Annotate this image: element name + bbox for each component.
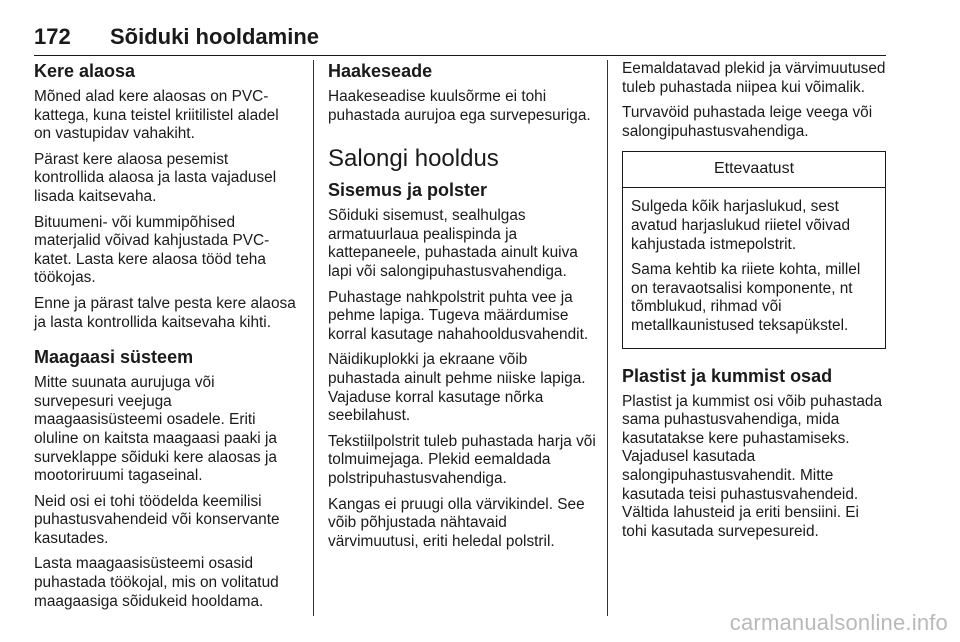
- caution-box: [622, 151, 886, 348]
- paragraph: Lasta maagaasisüsteemi osasid puhastada töökojal, mis on volitatud maagaasiga sõidukeid hooldama.: [34, 555, 279, 610]
- caution-body: [623, 188, 885, 347]
- paragraph: Mõned alad kere alaosas on PVC-kattega, kuna teistel kriitilistel aladel on vastupidav vahakiht.: [34, 88, 279, 143]
- page-header: [34, 24, 886, 56]
- section-heading-plastic: Plastist ja kummist osad: [622, 365, 833, 386]
- paragraph: Turvavöid puhastada leige veega või salongipuhastusvahendiga.: [622, 104, 873, 140]
- page-number: 172: [34, 24, 71, 49]
- section-heading-gas-system: Maagaasi süsteem: [34, 347, 194, 368]
- paragraph: Puhastage nahkpolstrit puhta vee ja pehme lapiga. Tugeva määrdumise korral kasutage nahahooldusvahendit.: [328, 288, 589, 343]
- paragraph: Sulgeda kõik harjaslukud, sest avatud harjaslukud riietel võivad kahjustada istmepolstrit.: [631, 198, 851, 253]
- caution-title: Ettevaatust: [623, 152, 885, 188]
- paragraph: Neid osi ei tohi töödelda keemilisi puhastusvahendeid või konservante kasutades.: [34, 492, 280, 547]
- column-divider: [607, 60, 608, 616]
- paragraph: Mitte suunata aurujuga või survepesuri veejuga maagaasisüsteemi osadele. Eriti oluline on kaitsta maagaasi paaki ja surveklappe sõiduki kere alaosas ja mootoriruumi tagaseinal.: [34, 374, 277, 485]
- watermark: carmanualsonline.info: [729, 610, 948, 635]
- paragraph: Tekstiilpolstrit tuleb puhastada harja või tolmuimejaga. Plekid eemaldada polstripuhastusvahendiga.: [328, 432, 596, 487]
- paragraph: Haakeseadise kuulsõrme ei tohi puhastada aurujoa ega survepesuriga.: [328, 88, 591, 124]
- paragraph: Eemaldatavad plekid ja värvimuutused tuleb puhastada niipea kui võimalik.: [622, 60, 886, 96]
- section-heading-body: Kere alaosa: [34, 61, 136, 81]
- paragraph: Kangas ei pruugi olla värvikindel. See võib põhjustada nähtavaid värvimuutusi, eriti heledal polstril.: [328, 495, 585, 550]
- column-right: [622, 60, 886, 548]
- chapter-title: Sõiduki hooldamine: [110, 24, 320, 49]
- column-middle: [328, 60, 596, 558]
- paragraph: Näidikuplokki ja ekraane võib puhastada ainult pehme niiske lapiga. Vajaduse korral kasutage nõrka seebilahust.: [328, 351, 586, 425]
- paragraph: Bituumeni- või kummipõhised materjalid võivad kahjustada PVC-katet. Lasta kere alaosa tööd teha töökojas.: [34, 213, 270, 287]
- column-divider: [313, 60, 314, 616]
- paragraph: Sõiduki sisemust, sealhulgas armatuurlaua pealispinda ja kattepaneele, puhastada ainult kuiva lapi või salongipuhastusvahendiga.: [328, 207, 578, 280]
- paragraph: Plastist ja kummist osi võib puhastada sama puhastusvahendiga, mida kasutatakse kere puhastamiseks. Vajadusel kasutada salongipuhastusvahendit. Mitte kasutada teisi puhastusvahendeid. Vältida lahusteid ja eriti bensiini. Ei tohi kasutada survepesureid.: [622, 392, 883, 540]
- paragraph: Pärast kere alaosa pesemist kontrollida alaosa ja lasta vajadusel lisada kaitsevaha.: [34, 150, 277, 205]
- section-heading-tow: Haakeseade: [328, 61, 433, 81]
- section-heading-upholstery: Sisemus ja polster: [328, 180, 488, 201]
- column-left: [34, 60, 298, 618]
- paragraph: Sama kehtib ka riiete kohta, millel on teravaotsalisi komponente, nt tõmblukud, rihmad või metallkaunistused teksapükstel.: [631, 261, 861, 334]
- paragraph: Enne ja pärast talve pesta kere alaosa ja lasta kontrollida kaitsevaha kihti.: [34, 294, 296, 331]
- section-heading-interior: Salongi hooldus: [328, 145, 499, 173]
